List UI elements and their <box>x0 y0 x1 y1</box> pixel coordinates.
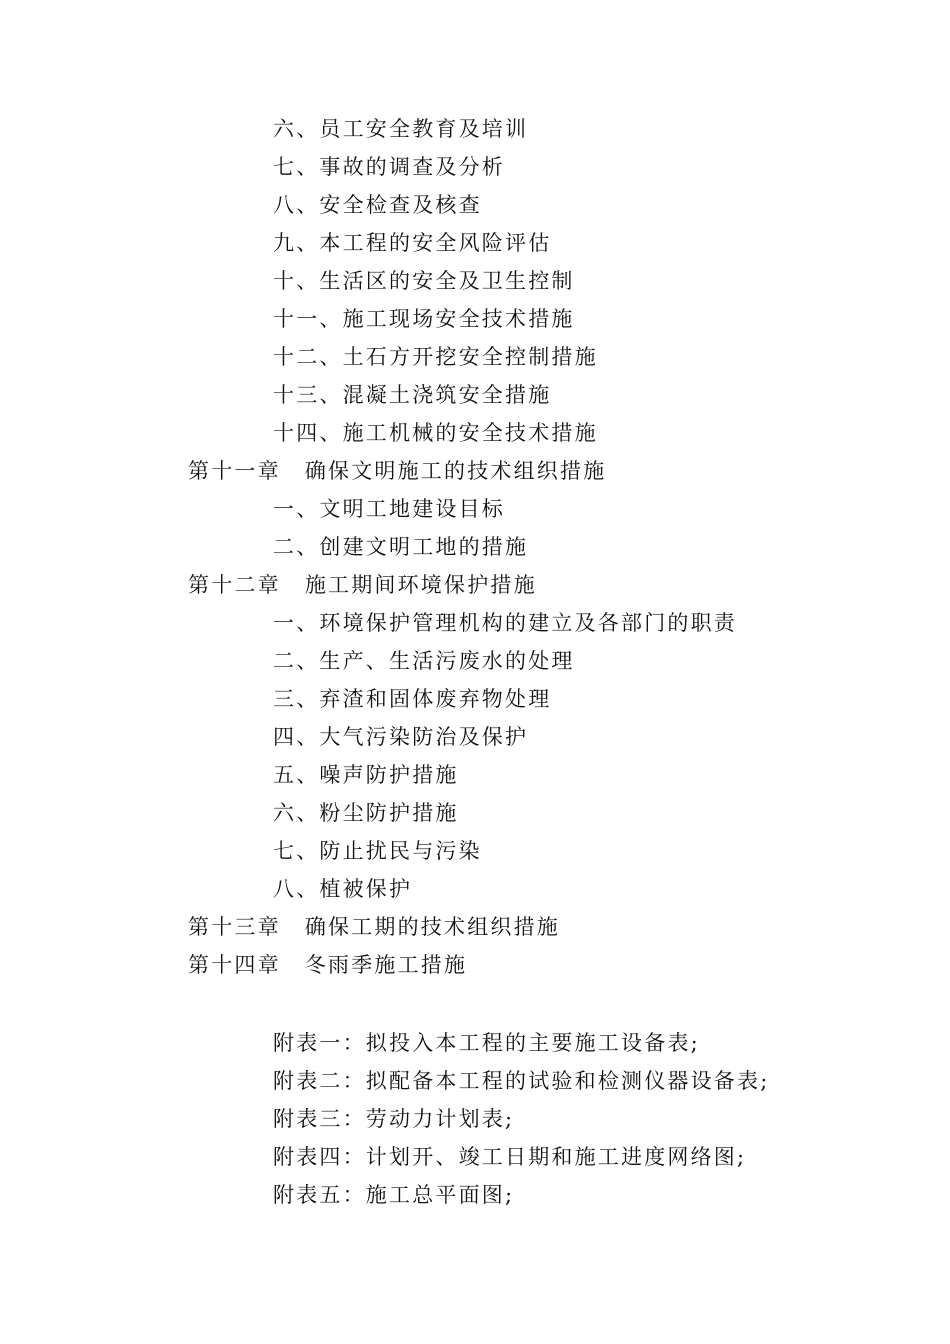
toc-section-13-concrete-safety[interactable]: 十三、混凝土浇筑安全措施 <box>273 383 552 407</box>
appendix-3[interactable]: 附表三：劳动力计划表; <box>273 1107 515 1131</box>
toc-section-wastewater[interactable]: 二、生产、生活污废水的处理 <box>273 649 575 673</box>
chapter-title: 施工期间环境保护措施 <box>304 573 537 597</box>
toc-section-air-pollution[interactable]: 四、大气污染防治及保护 <box>273 725 529 749</box>
toc-section-9-risk-assessment[interactable]: 九、本工程的安全风险评估 <box>273 231 552 255</box>
appendix-1[interactable]: 附表一：拟投入本工程的主要施工设备表; <box>273 1031 700 1055</box>
toc-section-10-living-area-safety[interactable]: 十、生活区的安全及卫生控制 <box>273 269 575 293</box>
toc-section-11-site-safety-measures[interactable]: 十一、施工现场安全技术措施 <box>273 307 575 331</box>
toc-section-env-management[interactable]: 一、环境保护管理机构的建立及各部门的职责 <box>273 611 737 635</box>
toc-section-8-safety-inspection[interactable]: 八、安全检查及核查 <box>273 193 482 217</box>
appendix-4[interactable]: 附表四：计划开、竣工日期和施工进度网络图; <box>273 1145 747 1169</box>
toc-section-disturbance[interactable]: 七、防止扰民与污染 <box>273 839 482 863</box>
toc-chapter-11[interactable] <box>188 456 606 486</box>
toc-section-vegetation[interactable]: 八、植被保护 <box>273 877 413 901</box>
toc-section-civilized-site-goal[interactable]: 一、文明工地建设目标 <box>273 497 505 521</box>
toc-section-12-excavation-safety[interactable]: 十二、土石方开挖安全控制措施 <box>273 345 598 369</box>
toc-chapter-14[interactable] <box>188 950 467 980</box>
toc-section-dust[interactable]: 六、粉尘防护措施 <box>273 801 459 825</box>
toc-section-noise[interactable]: 五、噪声防护措施 <box>273 763 459 787</box>
chapter-number: 第十一章 <box>188 459 281 483</box>
toc-section-7-accident-investigation[interactable]: 七、事故的调查及分析 <box>273 155 505 179</box>
chapter-number: 第十三章 <box>188 915 281 939</box>
appendix-2[interactable]: 附表二：拟配备本工程的试验和检测仪器设备表; <box>273 1069 770 1093</box>
chapter-number: 第十四章 <box>188 953 281 977</box>
chapter-title: 冬雨季施工措施 <box>304 953 468 977</box>
toc-section-6-staff-safety-training[interactable]: 六、员工安全教育及培训 <box>273 117 529 141</box>
chapter-title: 确保文明施工的技术组织措施 <box>304 459 607 483</box>
appendix-5[interactable]: 附表五：施工总平面图; <box>273 1183 515 1207</box>
toc-section-solid-waste[interactable]: 三、弃渣和固体废弃物处理 <box>273 687 552 711</box>
toc-section-civilized-site-measures[interactable]: 二、创建文明工地的措施 <box>273 535 529 559</box>
toc-chapter-13[interactable] <box>188 912 560 942</box>
toc-chapter-12[interactable] <box>188 570 537 600</box>
chapter-title: 确保工期的技术组织措施 <box>304 915 561 939</box>
chapter-number: 第十二章 <box>188 573 281 597</box>
toc-section-14-machinery-safety[interactable]: 十四、施工机械的安全技术措施 <box>273 421 598 445</box>
